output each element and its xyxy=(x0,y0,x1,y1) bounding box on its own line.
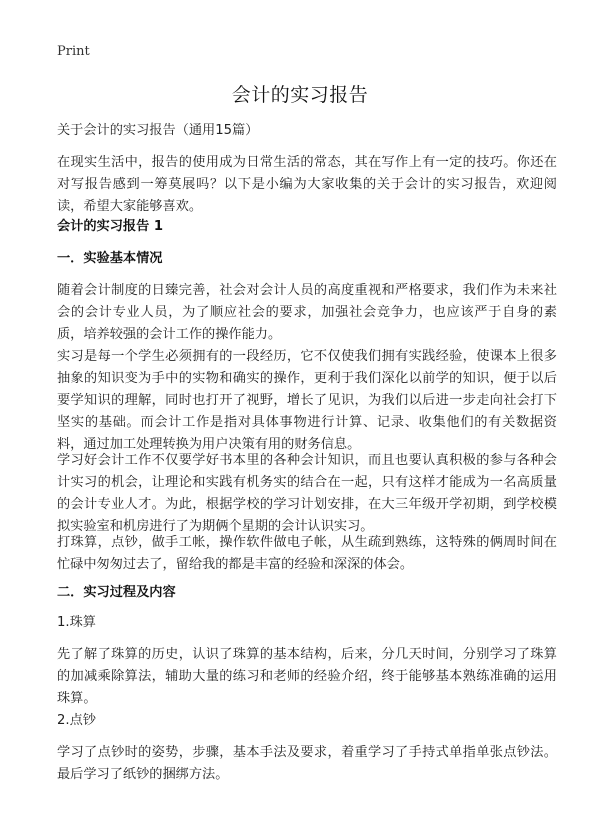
heading-process-content: 二．实习过程及内容 xyxy=(57,585,176,600)
document-title: 会计的实习报告 xyxy=(231,84,369,106)
subheading-counting: 2.点钞 xyxy=(57,713,96,728)
paragraph: 学习好会计工作不仅要学好书本里的各种会计知识，而且也要认真积极的参与各种会计实习的机会，让理论和实践有机务实的结合在一起，只有这样才能成为一名高质量的会计专业人才。为此，根据学校的学习计划安排，在大三年级开学初期，到学校模拟实验室和机房进行了为期俩个星期的会计认识实习。 xyxy=(57,453,557,534)
section-title: 会计的实习报告 1 xyxy=(57,219,164,234)
heading-basic-situation: 一．实验基本情况 xyxy=(57,251,163,266)
paragraph: 学习了点钞时的姿势，步骤，基本手法及要求，着重学习了手持式单指单张点钞法。最后学习了纸钞的捆绑方法。 xyxy=(57,745,557,782)
print-link[interactable]: Print xyxy=(57,44,90,59)
intro-paragraph: 在现实生活中，报告的使用成为日常生活的常态，其在写作上有一定的技巧。你还在对写报告感到一筹莫展吗？以下是小编为大家收集的关于会计的实习报告，欢迎阅读，希望大家能够喜欢。 xyxy=(57,155,557,214)
paragraph: 随着会计制度的日臻完善，社会对会计人员的高度重视和严格要求，我们作为未来社会的会计专业人员，为了顺应社会的要求，加强社会竞争力，也应该严于自身的素质，培养较强的会计工作的操作能力。 xyxy=(57,283,557,342)
paragraph: 先了解了珠算的历史，认识了珠算的基本结构，后来，分几天时间，分别学习了珠算的加减乘除算法，辅助大量的练习和老师的经验介绍，终于能够基本熟练准确的运用珠算。 xyxy=(57,647,557,706)
subheading-abacus: 1.珠算 xyxy=(57,615,96,630)
paragraph: 实习是每一个学生必须拥有的一段经历，它不仅使我们拥有实践经验，使课本上很多抽象的知识变为手中的实物和确实的操作，更利于我们深化以前学的知识，便于以后要学知识的理解，同时也打开了视野，增长了见识，为我们以后进一步走向社会打下坚实的基础。而会计工作是指对具体事物进行计算、记录、收集他们的有关数据资料，通过加工处理转换为用户决策有用的财务信息。 xyxy=(57,349,557,452)
document-subtitle: 关于会计的实习报告（通用15篇） xyxy=(57,123,259,138)
paragraph: 打珠算，点钞，做手工帐，操作软件做电子帐，从生疏到熟练，这特殊的俩周时间在忙碌中匆匆过去了，留给我的都是丰富的经验和深深的体会。 xyxy=(57,535,557,572)
